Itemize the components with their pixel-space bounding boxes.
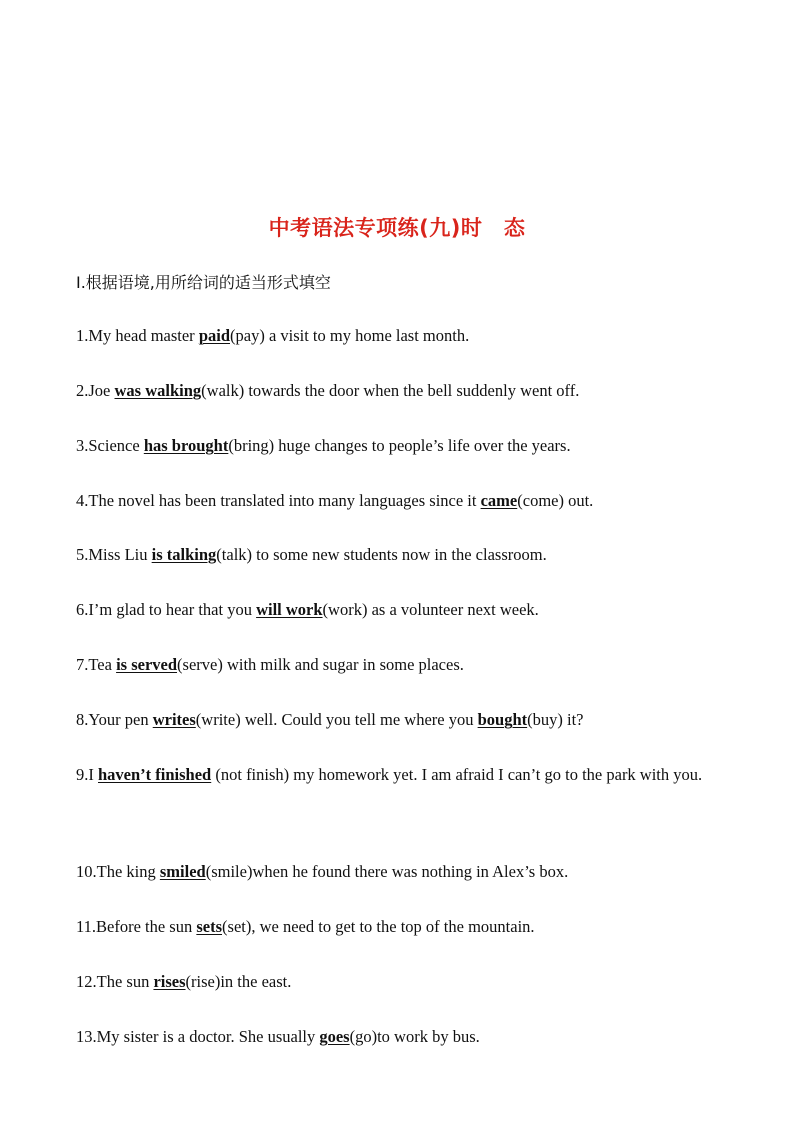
answer: haven’t finished [98, 765, 212, 784]
question-13 [76, 1016, 726, 1058]
question-text: 2.Joe [76, 381, 115, 400]
question-text: (set), we need to get to the top of the mountain. [222, 917, 535, 936]
question-text: 10.The king [76, 862, 160, 881]
question-text: (rise)in the east. [185, 972, 292, 991]
question-text: (talk) to some new students now in the classroom. [216, 545, 547, 564]
answer: is talking [151, 545, 217, 564]
answer: has brought [143, 436, 229, 455]
question-text: 8.Your pen [76, 710, 153, 729]
page-title: 中考语法专项练(九)时 态 [268, 216, 526, 240]
question-text: 9.I [76, 765, 98, 784]
answer: sets [196, 917, 223, 936]
question-7 [76, 644, 726, 686]
answer: is served [116, 655, 178, 674]
question-text: 11.Before the sun [76, 917, 197, 936]
question-text: (not finish) my homework yet. I am afraid I can’t go to the park with you. [211, 765, 703, 784]
question-text: (walk) towards the door when the bell suddenly went off. [201, 381, 580, 400]
question-text: (work) as a volunteer next week. [322, 600, 539, 619]
question-8 [76, 699, 726, 741]
question-5 [76, 534, 726, 576]
question-text: 13.My sister is a doctor. She usually [76, 1027, 320, 1046]
question-text: 3.Science [76, 436, 144, 455]
question-9 [76, 754, 726, 796]
answer: came [480, 491, 518, 510]
question-1 [76, 315, 726, 357]
question-text: (write) well. Could you tell me where you [195, 710, 478, 729]
question-text: 12.The sun [76, 972, 154, 991]
answer: bought [477, 710, 528, 729]
question-text: (serve) with milk and sugar in some places. [177, 655, 464, 674]
question-text: 4.The novel has been translated into many languages since it [76, 491, 481, 510]
answer: rises [153, 972, 186, 991]
question-text: 1.My head master [76, 326, 199, 345]
question-6 [76, 589, 726, 631]
question-11 [76, 906, 726, 948]
question-12 [76, 961, 726, 1003]
question-text: 5.Miss Liu [76, 545, 152, 564]
question-10 [76, 851, 726, 893]
question-text: (come) out. [517, 491, 594, 510]
question-4 [76, 480, 726, 522]
question-text: (go)to work by bus. [349, 1027, 480, 1046]
question-text: 7.Tea [76, 655, 117, 674]
answer: writes [152, 710, 196, 729]
question-3 [76, 425, 726, 467]
question-text: (bring) huge changes to people’s life over the years. [228, 436, 571, 455]
answer: was walking [114, 381, 202, 400]
question-text: (buy) it? [527, 710, 584, 729]
answer: paid [198, 326, 230, 345]
question-text: 6.I’m glad to hear that you [76, 600, 257, 619]
question-2 [76, 370, 726, 412]
question-text: (pay) a visit to my home last month. [230, 326, 470, 345]
answer: smiled [159, 862, 206, 881]
question-text: (smile)when he found there was nothing in Alex’s box. [205, 862, 569, 881]
answer: goes [319, 1027, 350, 1046]
section-heading: Ⅰ.根据语境,用所给词的适当形式填空 [76, 273, 331, 292]
answer: will work [256, 600, 323, 619]
